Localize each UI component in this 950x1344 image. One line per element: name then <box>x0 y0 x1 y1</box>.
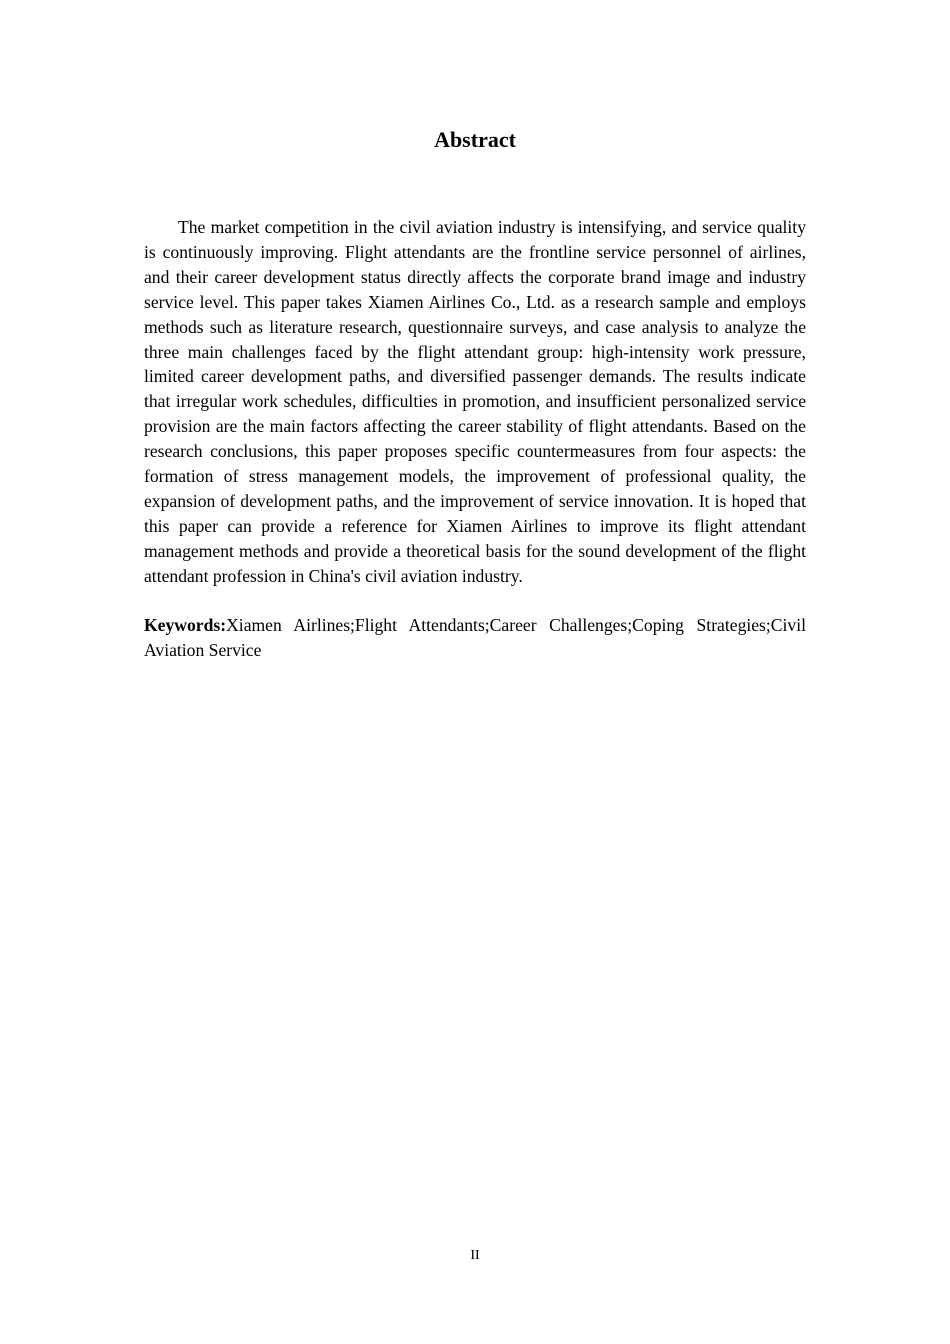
keywords-label: Keywords: <box>144 615 227 635</box>
page-title: Abstract <box>434 127 516 152</box>
keywords-line <box>144 613 806 663</box>
keywords-text: Xiamen Airlines;Flight Attendants;Career Challenges;Coping Strategies;Civil Aviation Service <box>144 615 806 660</box>
page-number: II <box>470 1248 480 1263</box>
abstract-paragraph: The market competition in the civil aviation industry is intensifying, and service quality is continuously improving. Flight attendants are the frontline service personnel of airlines, and their career development status directly affects the corporate brand image and industry service level. This paper takes Xiamen Airlines Co., Ltd. as a research sample and employs methods such as literature research, questionnaire surveys, and case analysis to analyze the three main challenges faced by the flight attendant group: high-intensity work pressure, limited career development paths, and diversified passenger demands. The results indicate that irregular work schedules, difficulties in promotion, and insufficient personalized service provision are the main factors affecting the career stability of flight attendants. Based on the research conclusions, this paper proposes specific countermeasures from four aspects: the formation of stress management models, the improvement of professional quality, the expansion of development paths, and the improvement of service innovation. It is hoped that this paper can provide a reference for Xiamen Airlines to improve its flight attendant management methods and provide a theoretical basis for the sound development of the flight attendant profession in China's civil aviation industry. <box>144 217 806 586</box>
